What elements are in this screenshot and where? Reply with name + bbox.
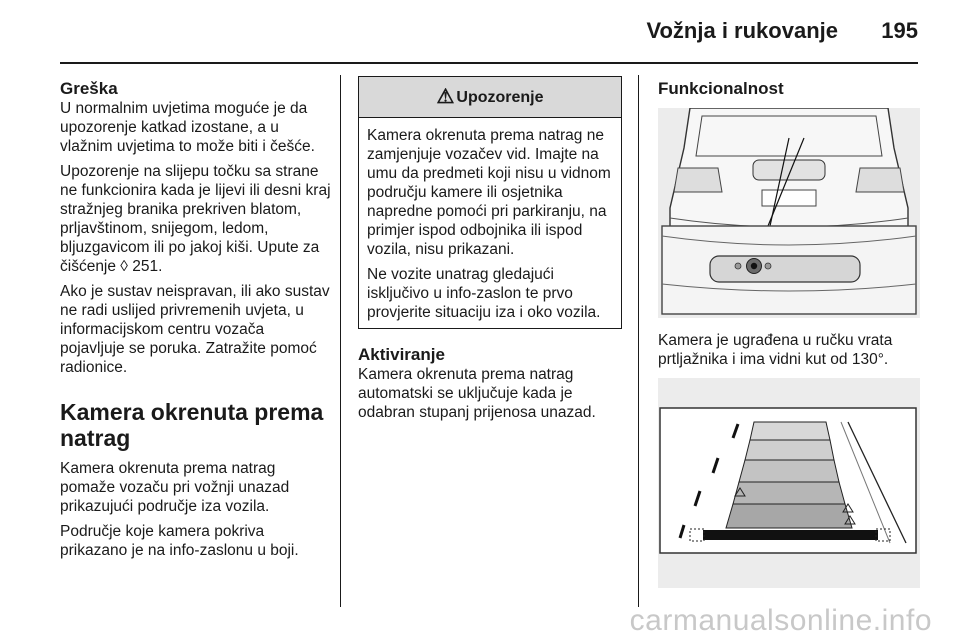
warning-title: Upozorenje (456, 88, 544, 106)
warning-header (359, 77, 621, 118)
warning-icon: ⚠ (436, 85, 455, 108)
paragraph: Područje koje kamera pokriva prikazano je na info-zaslonu u boji. (60, 523, 299, 559)
section-title: Vožnja i rukovanje (646, 18, 838, 43)
header-rule (60, 62, 918, 64)
column-3 (658, 79, 920, 99)
paragraph: Upozorenje na slijepu točku sa strane ne funkcionira kada je lijevi ili desni kraj stražnjeg branika prekriven blatom, prljavštinom, snijegom, ledom, bljuzgavicom ili po jakoj kiši. Upute za čišćenje ◊ 251. (60, 163, 331, 275)
column-divider-left (340, 75, 341, 607)
heading-error: Greška (60, 79, 118, 98)
heading-rear-camera: Kamera okrenuta prema natrag (60, 399, 324, 451)
column-2 (358, 76, 622, 428)
paragraph: Kamera okrenuta prema natrag ne zamjenjuje vozačev vid. Imajte na umu da predmeti koji nisu u vidnom području kamere ili osjetnika napredne pomoći pri parkiranju, na primjer ispod odbojnika ili ispod vozila, nisu prikazani. (367, 127, 611, 258)
page-number: 195 (881, 18, 918, 43)
warning-box (358, 76, 622, 329)
tailgate-camera-illustration (658, 108, 920, 318)
paragraph: Kamera okrenuta prema natrag pomaže vozaču pri vožnji unazad prikazujući područje iza vozila. (60, 460, 290, 515)
heading-functionality: Funkcionalnost (658, 79, 784, 98)
watermark: carmanualsonline.info (629, 604, 932, 637)
heading-activation: Aktiviranje (358, 345, 445, 364)
rear-camera-display-illustration (658, 378, 920, 588)
paragraph: Ne vozite unatrag gledajući isključivo u info-zaslon te prvo provjerite situaciju iza i oko vozila. (367, 266, 601, 321)
warning-body (359, 118, 621, 328)
paragraph: Kamera okrenuta prema natrag automatski se uključuje kada je odabran stupanj prijenosa unazad. (358, 366, 596, 421)
paragraph: U normalnim uvjetima moguće je da upozorenje katkad izostane, a u vlažnim uvjetima to može biti i češće. (60, 100, 315, 155)
column-divider-right (638, 75, 639, 607)
column-3-body (658, 331, 920, 375)
column-1 (60, 79, 332, 566)
paragraph: Ako je sustav neispravan, ili ako sustav ne radi uslijed privremenih uvjeta, u informacijskom centru vozača pojavljuje se poruka. Zatražite pomoć radionice. (60, 283, 330, 376)
paragraph: Kamera je ugrađena u ručku vrata prtljažnika i ima vidni kut od 130°. (658, 332, 893, 368)
